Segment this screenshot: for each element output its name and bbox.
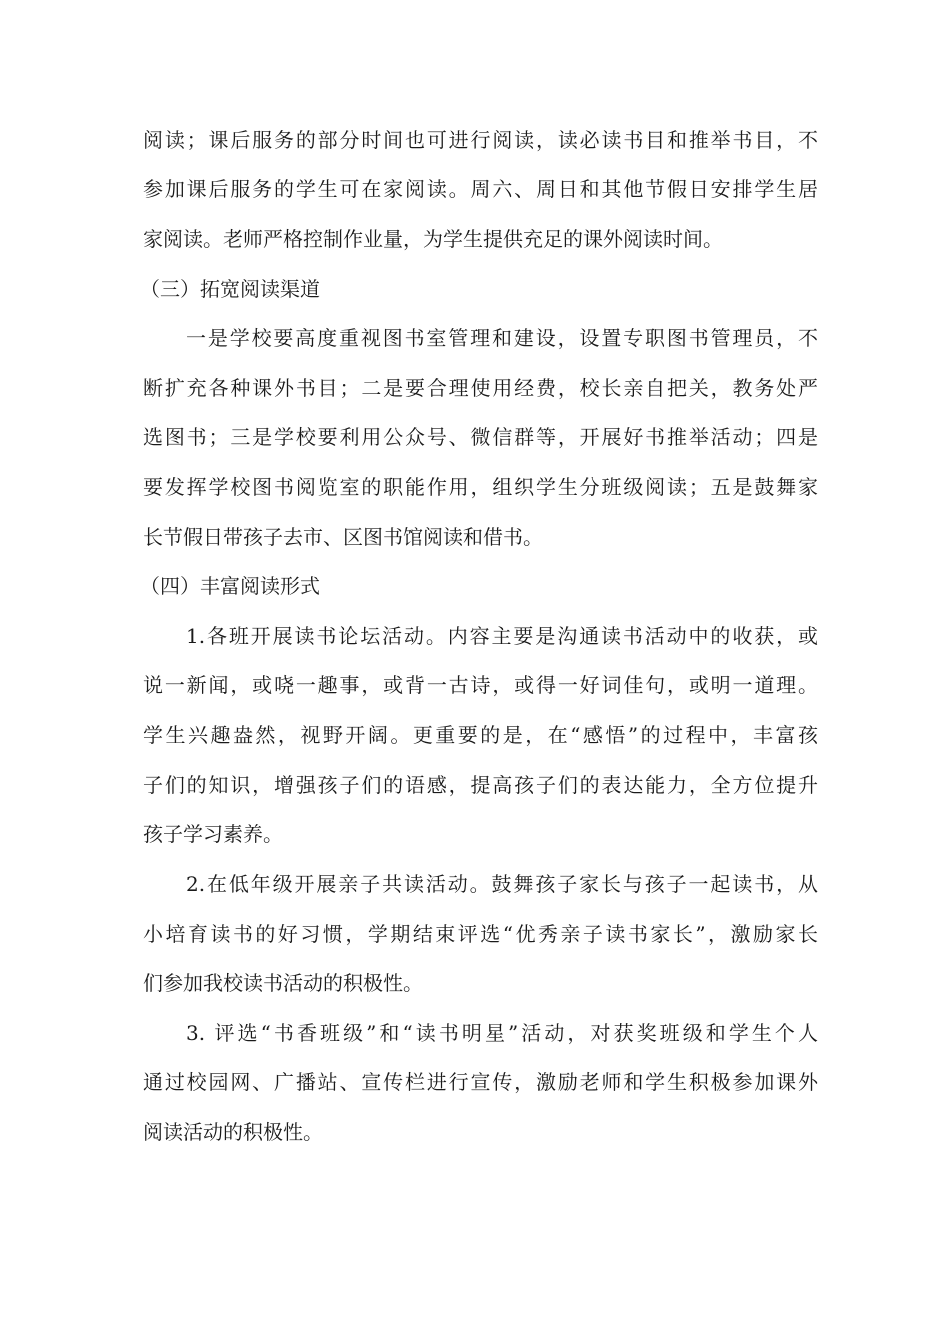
- item-3-line-3: 阅读活动的积极性。: [143, 1120, 323, 1144]
- item-3-line-2: 通过校园网、广播站、宣传栏进行宣传，激励老师和学生积极参加课外: [143, 1070, 818, 1094]
- section-3-line-1: 一是学校要高度重视图书室管理和建设，设置专职图书管理员，不: [186, 326, 818, 350]
- item-1-line-3: 学生兴趣盎然，视野开阔。更重要的是，在“感悟”的过程中，丰富孩: [143, 723, 818, 747]
- section-3-line-2: 断扩充各种课外书目；二是要合理使用经费，校长亲自把关，教务处严: [143, 376, 818, 400]
- intro-line-2: 参加课后服务的学生可在家阅读。周六、周日和其他节假日安排学生居: [143, 177, 818, 201]
- intro-line-1: 阅读；课后服务的部分时间也可进行阅读，读必读书目和推举书目，不: [143, 128, 818, 152]
- section-3-line-5: 长节假日带孩子去市、区图书馆阅读和借书。: [143, 525, 543, 549]
- section-4-heading: （四）丰富阅读形式: [140, 574, 320, 598]
- item-1-line-1: 1.各班开展读书论坛活动。内容主要是沟通读书活动中的收获，或: [186, 624, 818, 648]
- item-1-line-2: 说一新闻，或哓一趣事，或背一古诗，或得一好词佳句，或明一道理。: [143, 673, 818, 697]
- item-2-line-2: 小培育读书的好习惯，学期结束评选“优秀亲子读书家长”，激励家长: [143, 922, 818, 946]
- item-1-line-5: 孩子学习素养。: [143, 822, 283, 846]
- section-3-line-4: 要发挥学校图书阅览室的职能作用，组织学生分班级阅读；五是鼓舞家: [143, 475, 818, 499]
- item-2-line-1: 2.在低年级开展亲子共读活动。鼓舞孩子家长与孩子一起读书，从: [186, 872, 818, 896]
- section-3-heading: （三）拓宽阅读渠道: [140, 277, 320, 301]
- section-3-line-3: 选图书；三是学校要利用公众号、微信群等，开展好书推举活动；四是: [143, 425, 818, 449]
- item-1-line-4: 子们的知识，增强孩子们的语感，提高孩子们的表达能力，全方位提升: [143, 773, 818, 797]
- item-2-line-3: 们参加我校读书活动的积极性。: [143, 971, 423, 995]
- item-3-line-1: 3. 评选“书香班级”和“读书明星”活动，对获奖班级和学生个人: [186, 1021, 818, 1045]
- intro-line-3: 家阅读。老师严格控制作业量，为学生提供充足的课外阅读时间。: [143, 227, 723, 251]
